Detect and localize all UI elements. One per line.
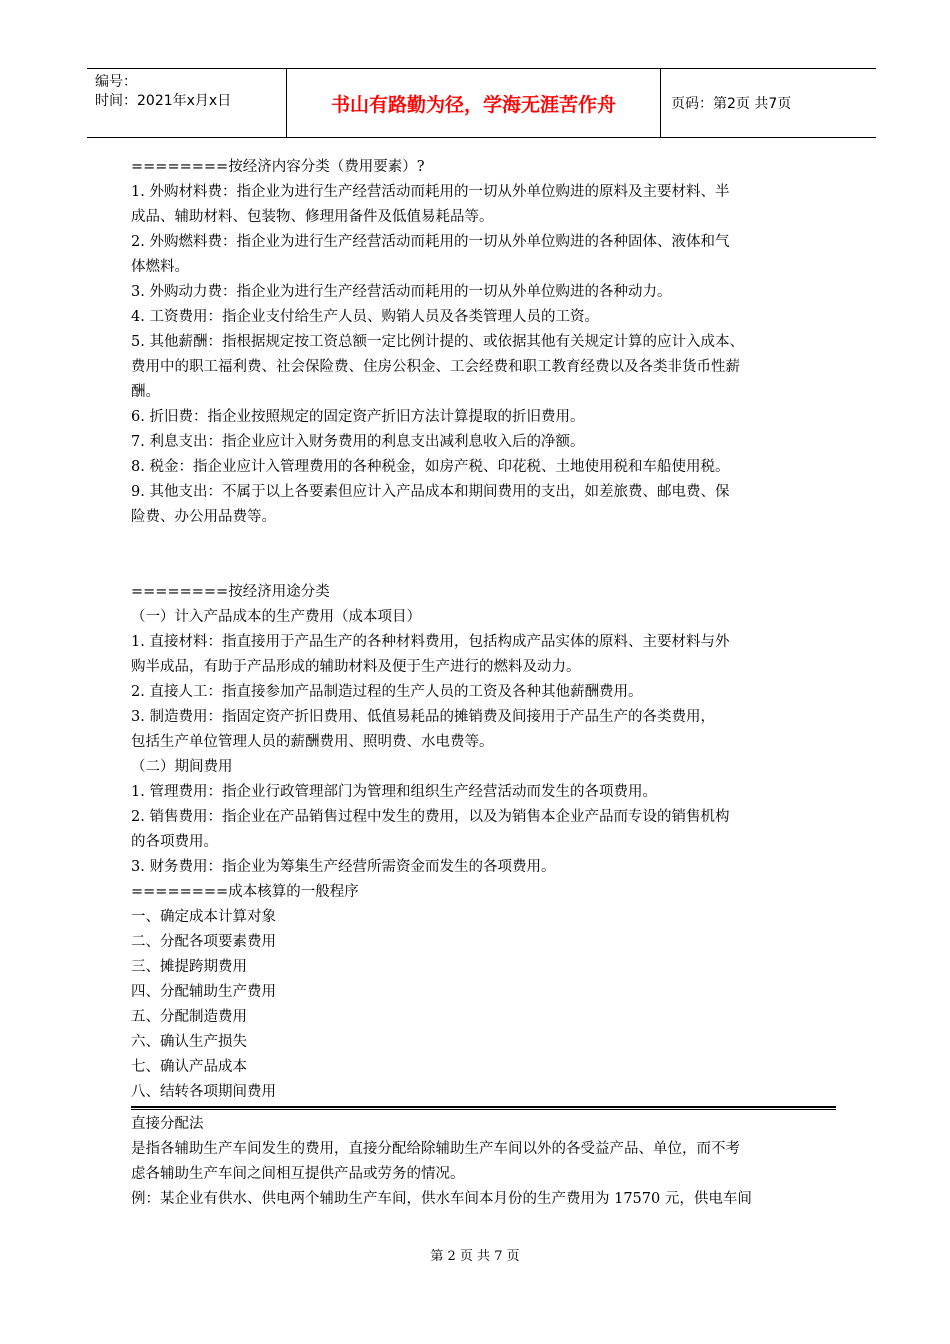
text-line: 3. 制造费用：指固定资产折旧费用、低值易耗品的摊销费及间接用于产品生产的各类费用， bbox=[131, 709, 715, 725]
text-line: 直接分配法 bbox=[131, 1116, 204, 1132]
text-line: 五、分配制造费用 bbox=[131, 1009, 247, 1025]
page-header bbox=[87, 68, 876, 138]
number-label: 编号： bbox=[95, 74, 137, 90]
text-line: 3. 外购动力费：指企业为进行生产经营活动而耗用的一切从外单位购进的各种动力。 bbox=[131, 284, 672, 300]
text-line: ========成本核算的一般程序 bbox=[131, 884, 359, 900]
document-body bbox=[131, 155, 836, 1212]
text-line: 六、确认生产损失 bbox=[131, 1034, 247, 1050]
text-line: 成品、辅助材料、包装物、修理用备件及低值易耗品等。 bbox=[131, 209, 494, 225]
text-line: 包括生产单位管理人员的薪酬费用、照明费、水电费等。 bbox=[131, 734, 494, 750]
text-line: 费用中的职工福利费、社会保险费、住房公积金、工会经费和职工教育经费以及各类非货币性薪 bbox=[131, 359, 740, 375]
section-separator bbox=[131, 1106, 836, 1110]
text-line: 2. 直接人工：指直接参加产品制造过程的生产人员的工资及各种其他薪酬费用。 bbox=[131, 684, 643, 700]
text-line: 例：某企业有供水、供电两个辅助生产车间，供水车间本月份的生产费用为 17570 元，供电车间 bbox=[131, 1191, 752, 1207]
text-line: 1. 外购材料费：指企业为进行生产经营活动而耗用的一切从外单位购进的原料及主要材料、半 bbox=[131, 184, 730, 200]
text-line: （二）期间费用 bbox=[131, 759, 233, 775]
text-line: 四、分配辅助生产费用 bbox=[131, 984, 276, 1000]
text-line: 9. 其他支出：不属于以上各要素但应计入产品成本和期间费用的支出，如差旅费、邮电费、保 bbox=[131, 484, 730, 500]
time-label: 时间：2021年x月x日 bbox=[95, 93, 232, 109]
text-line: 8. 税金：指企业应计入管理费用的各种税金，如房产税、印花税、土地使用税和车船使用税。 bbox=[131, 459, 730, 475]
text-line: 体燃料。 bbox=[131, 259, 189, 275]
text-line: 1. 管理费用：指企业行政管理部门为管理和组织生产经营活动而发生的各项费用。 bbox=[131, 784, 657, 800]
text-line: 6. 折旧费：指企业按照规定的固定资产折旧方法计算提取的折旧费用。 bbox=[131, 409, 585, 425]
text-line: 2. 外购燃料费：指企业为进行生产经营活动而耗用的一切从外单位购进的各种固体、液体和气 bbox=[131, 234, 730, 250]
text-line: 4. 工资费用：指企业支付给生产人员、购销人员及各类管理人员的工资。 bbox=[131, 309, 599, 325]
text-line: 一、确定成本计算对象 bbox=[131, 909, 276, 925]
text-line: 二、分配各项要素费用 bbox=[131, 934, 276, 950]
text-line: 是指各辅助生产车间发生的费用，直接分配给除辅助生产车间以外的各受益产品、单位，而不考 bbox=[131, 1141, 740, 1157]
text-line: 三、摊提跨期费用 bbox=[131, 959, 247, 975]
header-page-number: 页码：第2页 共7页 bbox=[671, 96, 792, 112]
blank-line bbox=[131, 530, 836, 580]
text-line: 的各项费用。 bbox=[131, 834, 218, 850]
text-line: 购半成品，有助于产品形成的辅助材料及便于生产进行的燃料及动力。 bbox=[131, 659, 581, 675]
text-line: ========按经济用途分类 bbox=[131, 584, 330, 600]
text-line: 虑各辅助生产车间之间相互提供产品或劳务的情况。 bbox=[131, 1166, 465, 1182]
text-line: （一）计入产品成本的生产费用（成本项目） bbox=[131, 609, 421, 625]
text-line: 1. 直接材料：指直接用于产品生产的各种材料费用，包括构成产品实体的原料、主要材料与外 bbox=[131, 634, 730, 650]
header-motto: 书山有路勤为径，学海无涯苦作舟 bbox=[287, 69, 661, 137]
text-line: 险费、办公用品费等。 bbox=[131, 509, 276, 525]
page-footer: 第 2 页 共 7 页 bbox=[430, 1249, 520, 1264]
header-info bbox=[87, 69, 287, 137]
text-line: 七、确认产品成本 bbox=[131, 1059, 247, 1075]
text-line: 八、结转各项期间费用 bbox=[131, 1084, 276, 1100]
text-line: 酬。 bbox=[131, 384, 160, 400]
text-line: 2. 销售费用：指企业在产品销售过程中发生的费用，以及为销售本企业产品而专设的销售机构 bbox=[131, 809, 730, 825]
text-line: ========按经济内容分类（费用要素）? bbox=[131, 159, 425, 175]
text-line: 5. 其他薪酬：指根据规定按工资总额一定比例计提的、或依据其他有关规定计算的应计入成本、 bbox=[131, 334, 744, 350]
text-line: 3. 财务费用：指企业为筹集生产经营所需资金而发生的各项费用。 bbox=[131, 859, 556, 875]
text-line: 7. 利息支出：指企业应计入财务费用的利息支出减利息收入后的净额。 bbox=[131, 434, 585, 450]
